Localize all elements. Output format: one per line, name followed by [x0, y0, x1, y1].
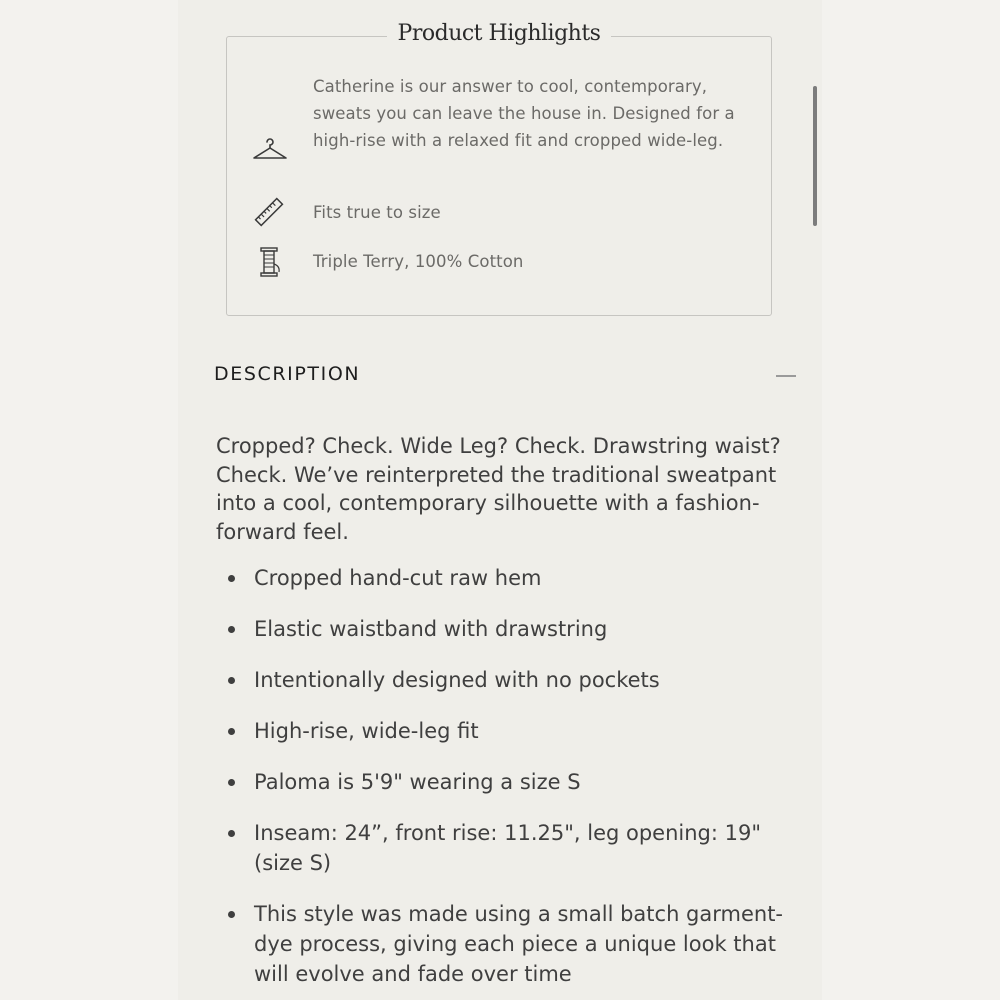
- list-item: Inseam: 24”, front rise: 11.25", leg opening: 19" (size S): [216, 818, 816, 878]
- hanger-icon: [249, 131, 289, 171]
- ruler-icon: [249, 192, 289, 232]
- list-item: Elastic waistband with drawstring: [216, 614, 816, 644]
- description-accordion-header[interactable]: [214, 363, 796, 391]
- list-item: Intentionally designed with no pockets: [216, 665, 816, 695]
- highlight-text: Triple Terry, 100% Cotton: [313, 252, 524, 271]
- thread-spool-icon: [249, 242, 289, 282]
- highlight-text: Catherine is our answer to cool, contemporary, sweats you can leave the house in. Designed for a high-rise with a relaxed fit and cropped wide-leg.: [313, 77, 735, 150]
- list-item: High-rise, wide-leg fit: [216, 716, 816, 746]
- product-highlights-box: [226, 21, 772, 316]
- list-item: This style was made using a small batch garment-dye process, giving each piece a unique look that will evolve and fade over time: [216, 899, 816, 989]
- description-bullet-list: [216, 563, 816, 1000]
- highlight-text: Fits true to size: [313, 203, 441, 222]
- product-highlights-title: Product Highlights: [387, 21, 612, 46]
- description-title: DESCRIPTION: [214, 363, 361, 385]
- list-item: Cropped hand-cut raw hem: [216, 563, 816, 593]
- list-item: Paloma is 5'9" wearing a size S: [216, 767, 816, 797]
- minus-icon[interactable]: [776, 375, 796, 377]
- description-intro: Cropped? Check. Wide Leg? Check. Drawstring waist? Check. We’ve reinterpreted the traditional sweatpant into a cool, contemporary silhouette with a fashion-forward feel.: [216, 434, 781, 544]
- scrollbar[interactable]: [813, 86, 817, 226]
